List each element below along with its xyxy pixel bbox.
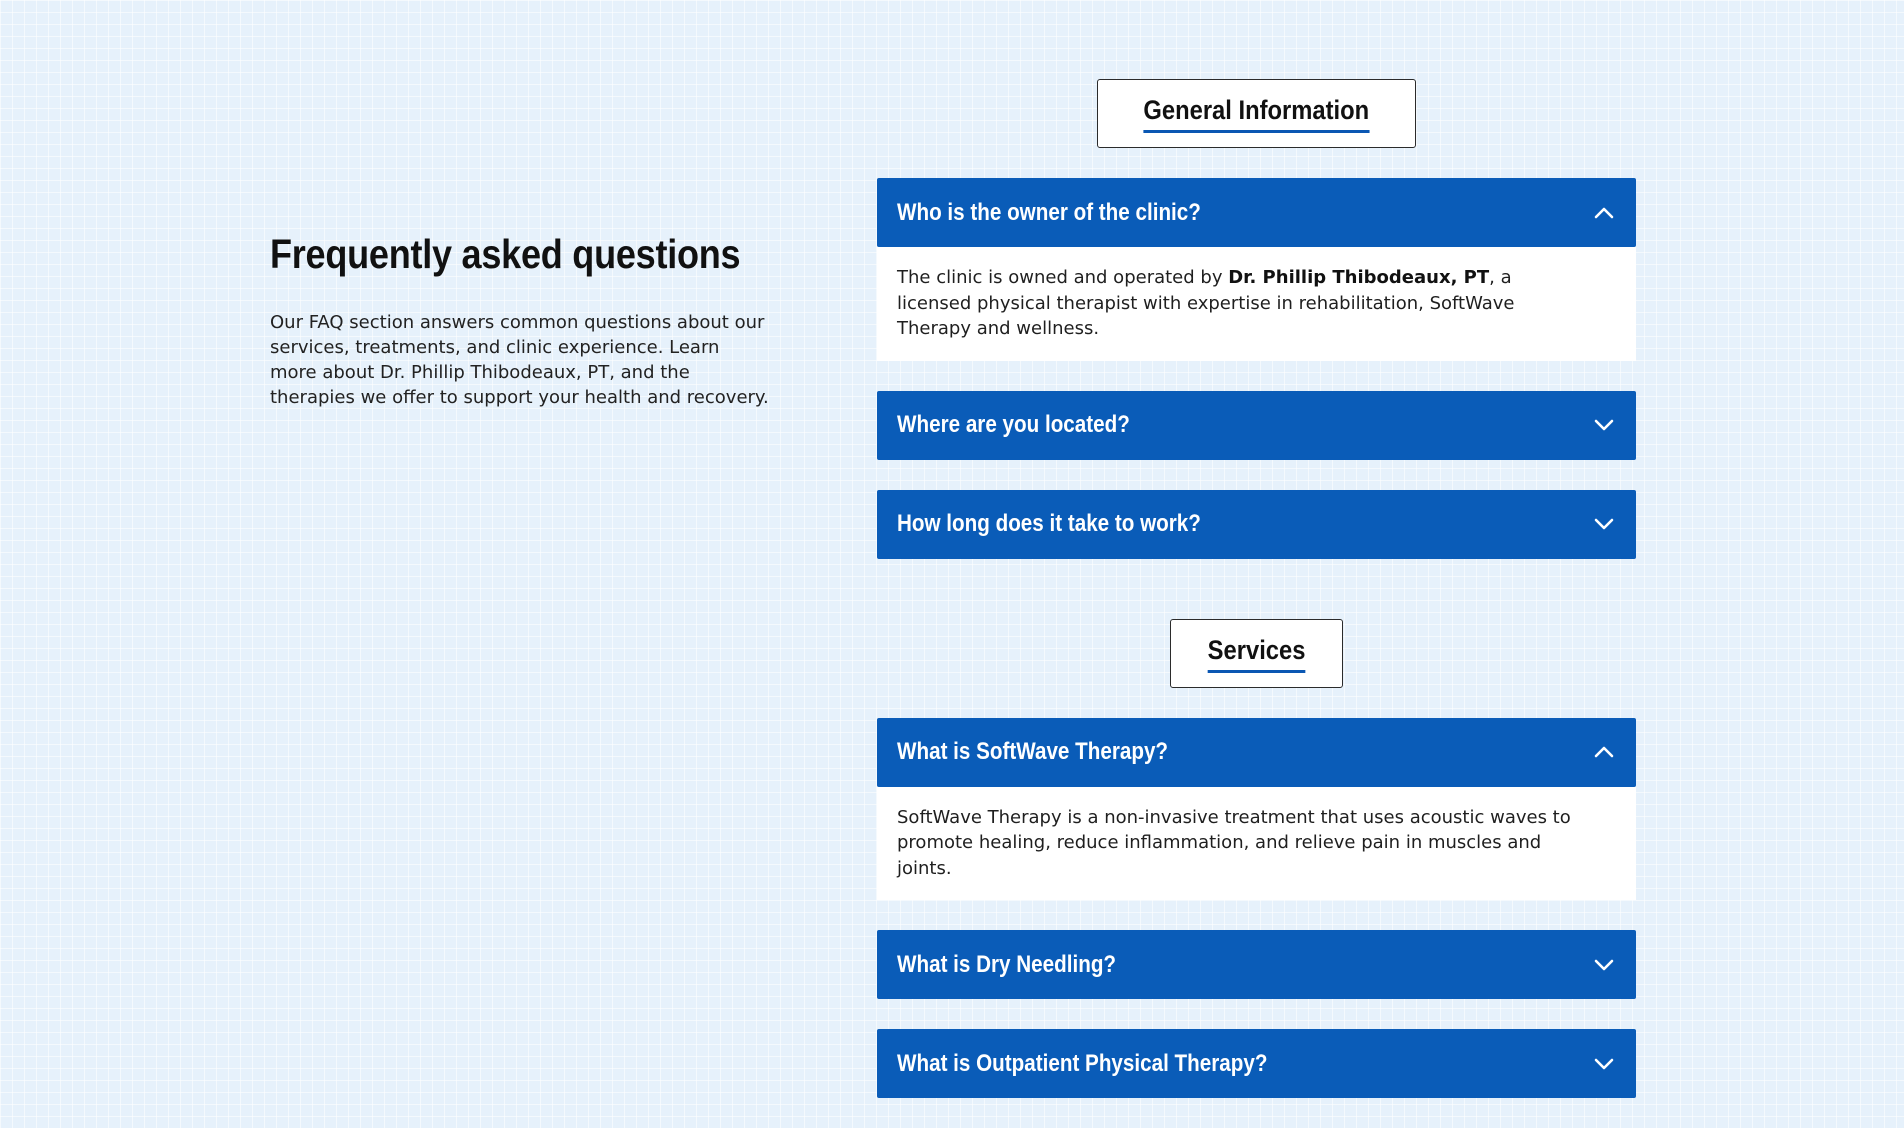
faq-question-location[interactable] xyxy=(877,391,1636,460)
faq-list xyxy=(877,79,1636,1128)
section-spacer xyxy=(877,589,1636,619)
faq-question-owner[interactable] xyxy=(877,178,1636,247)
faq-answer-text: SoftWave Therapy is a non-invasive treatment that uses acoustic waves to promote healing, reduce inflammation, and relieve pain in muscles and joints. xyxy=(897,806,1571,879)
chevron-up-icon[interactable] xyxy=(1592,740,1616,764)
faq-question-dry-needling[interactable] xyxy=(877,930,1636,999)
faq-question-label: Where are you located? xyxy=(897,411,1130,438)
answer-text-end: , a licensed physical therapist with expertise in rehabilitation, SoftWave Therapy and wellness. xyxy=(897,267,1515,339)
faq-question-label: Who is the owner of the clinic? xyxy=(897,198,1201,226)
section-heading-box xyxy=(1170,619,1343,688)
section-general-information xyxy=(877,79,1636,148)
faq-question-label: What is SoftWave Therapy? xyxy=(897,738,1169,765)
faq-item xyxy=(877,930,1636,999)
section-heading: General Information xyxy=(1144,94,1370,133)
faq-question-duration[interactable] xyxy=(877,490,1636,559)
faq-answer xyxy=(877,787,1636,901)
faq-item xyxy=(877,391,1636,460)
answer-text-start: The clinic is owned and operated by xyxy=(897,267,1229,288)
chevron-down-icon[interactable] xyxy=(1592,512,1616,536)
faq-question-softwave[interactable] xyxy=(877,718,1636,787)
faq-item xyxy=(877,490,1636,559)
answer-owner-name: Dr. Phillip Thibodeaux, PT xyxy=(1228,267,1490,288)
faq-answer-text xyxy=(897,265,1577,342)
faq-question-outpatient-pt[interactable] xyxy=(877,1029,1636,1098)
faq-question-label: What is Dry Needling? xyxy=(897,950,1117,978)
section-heading-box xyxy=(1097,79,1416,148)
chevron-down-icon[interactable] xyxy=(1592,413,1616,437)
faq-item xyxy=(877,1029,1636,1098)
faq-description: Our FAQ section answers common questions about our services, treatments, and clinic experience. Learn more about Dr. Phillip Thibodeaux, PT, and the therapies we offer to support your health and recovery. xyxy=(270,312,769,408)
page-title: Frequently asked questions xyxy=(270,231,741,277)
faq-item xyxy=(877,718,1636,901)
chevron-down-icon[interactable] xyxy=(1592,953,1616,977)
section-heading: Services xyxy=(1208,634,1306,673)
chevron-up-icon[interactable] xyxy=(1592,201,1616,225)
faq-question-label: What is Outpatient Physical Therapy? xyxy=(897,1049,1268,1077)
faq-question-label: How long does it take to work? xyxy=(897,510,1201,537)
faq-answer xyxy=(877,247,1636,361)
faq-intro xyxy=(270,228,770,410)
chevron-down-icon[interactable] xyxy=(1592,1052,1616,1076)
section-services xyxy=(877,619,1636,688)
faq-item xyxy=(877,178,1636,361)
